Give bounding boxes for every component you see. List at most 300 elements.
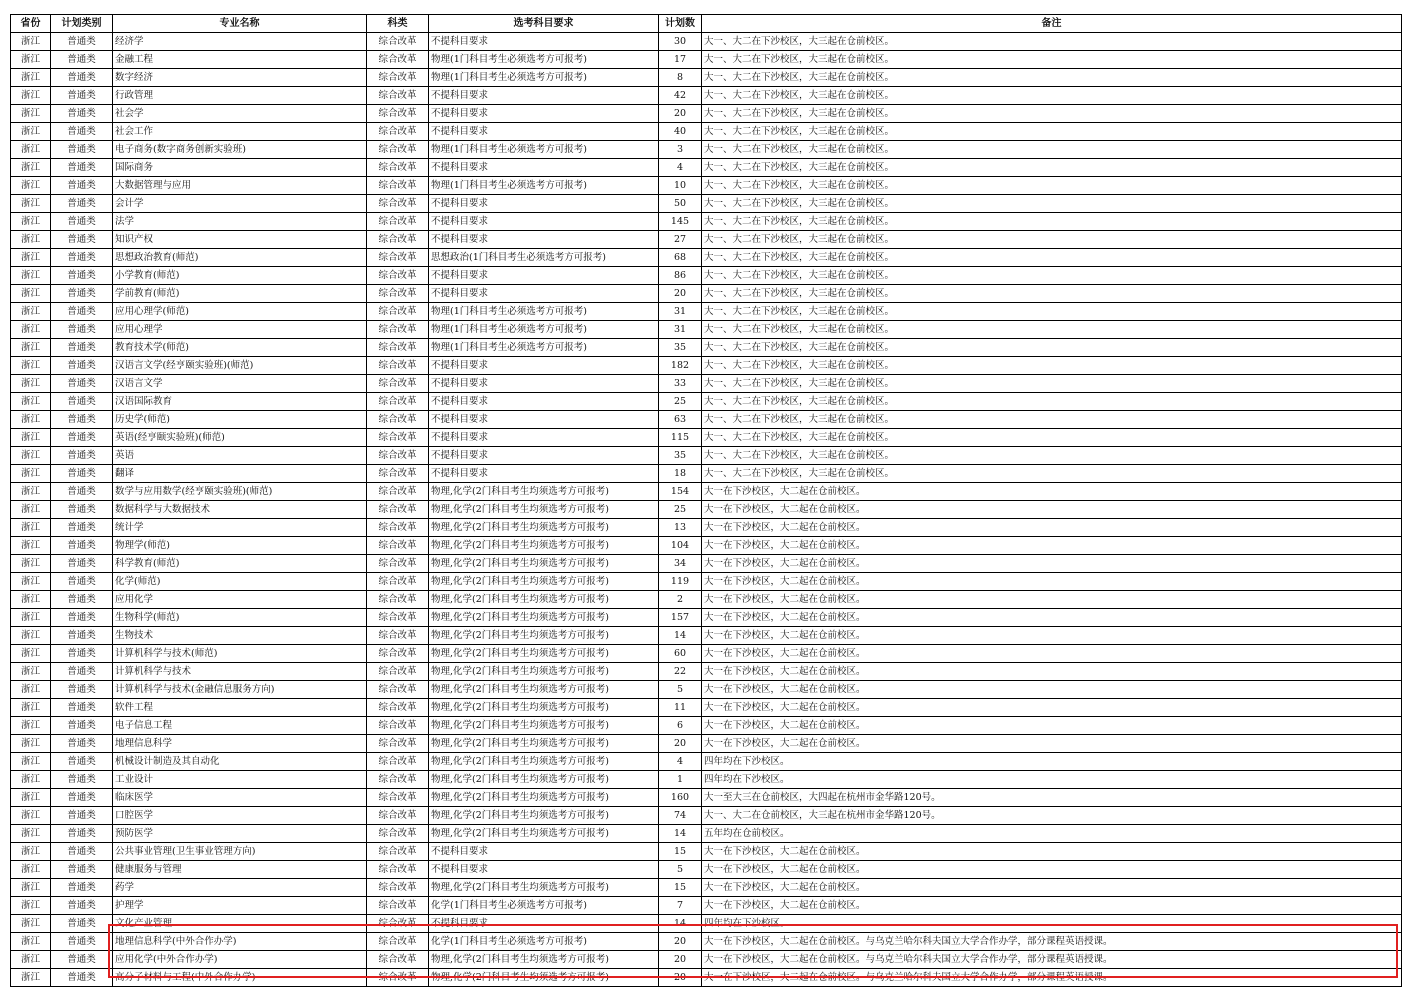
cell-subject-requirement: 物理,化学(2门科目考生均须选考方可报考) [429, 573, 659, 591]
cell-subject-requirement: 不提科目要求 [429, 375, 659, 393]
cell-subject-requirement: 不提科目要求 [429, 429, 659, 447]
cell-plan-category: 普通类 [51, 249, 113, 267]
cell-plan-count: 104 [659, 537, 702, 555]
table-row [11, 735, 1402, 753]
table-row [11, 159, 1402, 177]
cell-province: 浙江 [11, 33, 51, 51]
table-row [11, 771, 1402, 789]
cell-subject-type: 综合改革 [367, 393, 429, 411]
cell-subject-requirement: 物理,化学(2门科目考生均须选考方可报考) [429, 645, 659, 663]
cell-remarks: 大一、大二在下沙校区，大三起在仓前校区。 [702, 429, 1402, 447]
cell-plan-count: 4 [659, 159, 702, 177]
cell-province: 浙江 [11, 87, 51, 105]
cell-plan-count: 160 [659, 789, 702, 807]
cell-subject-type: 综合改革 [367, 789, 429, 807]
cell-plan-category: 普通类 [51, 69, 113, 87]
cell-subject-type: 综合改革 [367, 807, 429, 825]
cell-subject-type: 综合改革 [367, 771, 429, 789]
cell-major-name: 知识产权 [113, 231, 367, 249]
header-plan-count: 计划数 [659, 15, 702, 33]
cell-major-name: 应用心理学(师范) [113, 303, 367, 321]
cell-plan-count: 74 [659, 807, 702, 825]
cell-remarks: 大一在下沙校区，大二起在仓前校区。 [702, 663, 1402, 681]
cell-major-name: 学前教育(师范) [113, 285, 367, 303]
cell-subject-requirement: 物理,化学(2门科目考生均须选考方可报考) [429, 789, 659, 807]
cell-province: 浙江 [11, 501, 51, 519]
cell-major-name: 数据科学与大数据技术 [113, 501, 367, 519]
cell-subject-requirement: 物理,化学(2门科目考生均须选考方可报考) [429, 501, 659, 519]
cell-subject-requirement: 化学(1门科目考生必须选考方可报考) [429, 933, 659, 951]
cell-plan-count: 119 [659, 573, 702, 591]
cell-remarks: 大一、大二在下沙校区，大三起在仓前校区。 [702, 285, 1402, 303]
cell-remarks: 大一在下沙校区，大二起在仓前校区。 [702, 735, 1402, 753]
cell-major-name: 会计学 [113, 195, 367, 213]
cell-province: 浙江 [11, 195, 51, 213]
cell-remarks: 四年均在下沙校区。 [702, 771, 1402, 789]
header-remarks: 备注 [702, 15, 1402, 33]
cell-remarks: 大一在下沙校区，大二起在仓前校区。 [702, 681, 1402, 699]
cell-subject-requirement: 物理,化学(2门科目考生均须选考方可报考) [429, 879, 659, 897]
cell-subject-type: 综合改革 [367, 951, 429, 969]
cell-subject-type: 综合改革 [367, 357, 429, 375]
cell-subject-requirement: 不提科目要求 [429, 87, 659, 105]
cell-plan-category: 普通类 [51, 231, 113, 249]
cell-major-name: 汉语言文学(经亨颐实验班)(师范) [113, 357, 367, 375]
cell-plan-count: 20 [659, 969, 702, 987]
cell-remarks: 大一、大二在下沙校区，大三起在仓前校区。 [702, 375, 1402, 393]
cell-subject-type: 综合改革 [367, 933, 429, 951]
cell-subject-requirement: 物理,化学(2门科目考生均须选考方可报考) [429, 699, 659, 717]
cell-plan-category: 普通类 [51, 663, 113, 681]
cell-subject-requirement: 物理,化学(2门科目考生均须选考方可报考) [429, 609, 659, 627]
cell-province: 浙江 [11, 375, 51, 393]
cell-major-name: 高分子材料与工程(中外合作办学) [113, 969, 367, 987]
cell-plan-count: 157 [659, 609, 702, 627]
cell-subject-requirement: 物理,化学(2门科目考生均须选考方可报考) [429, 537, 659, 555]
table-row [11, 447, 1402, 465]
table-row [11, 357, 1402, 375]
cell-major-name: 社会学 [113, 105, 367, 123]
cell-plan-category: 普通类 [51, 879, 113, 897]
cell-plan-category: 普通类 [51, 933, 113, 951]
cell-plan-count: 50 [659, 195, 702, 213]
cell-remarks: 大一在下沙校区，大二起在仓前校区。 [702, 609, 1402, 627]
cell-plan-category: 普通类 [51, 411, 113, 429]
cell-subject-requirement: 不提科目要求 [429, 33, 659, 51]
table-row [11, 717, 1402, 735]
table-row [11, 843, 1402, 861]
cell-subject-type: 综合改革 [367, 591, 429, 609]
cell-subject-type: 综合改革 [367, 141, 429, 159]
header-major-name: 专业名称 [113, 15, 367, 33]
table-row [11, 249, 1402, 267]
cell-province: 浙江 [11, 843, 51, 861]
cell-subject-type: 综合改革 [367, 645, 429, 663]
cell-subject-requirement: 不提科目要求 [429, 285, 659, 303]
cell-plan-category: 普通类 [51, 357, 113, 375]
table-row [11, 213, 1402, 231]
cell-major-name: 英语(经亨颐实验班)(师范) [113, 429, 367, 447]
table-row [11, 879, 1402, 897]
cell-plan-category: 普通类 [51, 825, 113, 843]
cell-subject-type: 综合改革 [367, 663, 429, 681]
cell-major-name: 文化产业管理 [113, 915, 367, 933]
cell-province: 浙江 [11, 951, 51, 969]
cell-major-name: 机械设计制造及其自动化 [113, 753, 367, 771]
cell-major-name: 地理信息科学(中外合作办学) [113, 933, 367, 951]
cell-subject-type: 综合改革 [367, 609, 429, 627]
cell-subject-type: 综合改革 [367, 285, 429, 303]
cell-remarks: 大一、大二在下沙校区，大三起在仓前校区。 [702, 357, 1402, 375]
cell-major-name: 计算机科学与技术(师范) [113, 645, 367, 663]
table-row [11, 69, 1402, 87]
cell-subject-requirement: 物理(1门科目考生必须选考方可报考) [429, 177, 659, 195]
table-row [11, 51, 1402, 69]
cell-province: 浙江 [11, 969, 51, 987]
cell-plan-count: 20 [659, 951, 702, 969]
cell-remarks: 大一、大二在下沙校区，大三起在仓前校区。 [702, 87, 1402, 105]
cell-province: 浙江 [11, 699, 51, 717]
cell-subject-requirement: 物理(1门科目考生必须选考方可报考) [429, 321, 659, 339]
cell-plan-category: 普通类 [51, 717, 113, 735]
cell-subject-requirement: 物理,化学(2门科目考生均须选考方可报考) [429, 663, 659, 681]
cell-remarks: 大一在下沙校区，大二起在仓前校区。 [702, 645, 1402, 663]
cell-major-name: 物理学(师范) [113, 537, 367, 555]
cell-subject-type: 综合改革 [367, 375, 429, 393]
cell-plan-count: 27 [659, 231, 702, 249]
cell-plan-count: 25 [659, 501, 702, 519]
cell-subject-requirement: 物理,化学(2门科目考生均须选考方可报考) [429, 681, 659, 699]
table-row [11, 321, 1402, 339]
cell-subject-type: 综合改革 [367, 879, 429, 897]
cell-remarks: 大一在下沙校区，大二起在仓前校区。与乌克兰哈尔科夫国立大学合作办学，部分课程英语授课。 [702, 969, 1402, 987]
cell-province: 浙江 [11, 447, 51, 465]
table-row [11, 123, 1402, 141]
cell-subject-type: 综合改革 [367, 897, 429, 915]
cell-subject-requirement: 物理,化学(2门科目考生均须选考方可报考) [429, 519, 659, 537]
cell-plan-category: 普通类 [51, 213, 113, 231]
cell-province: 浙江 [11, 393, 51, 411]
table-row [11, 573, 1402, 591]
cell-plan-count: 17 [659, 51, 702, 69]
table-row [11, 87, 1402, 105]
cell-plan-count: 22 [659, 663, 702, 681]
cell-plan-count: 7 [659, 897, 702, 915]
table-row [11, 303, 1402, 321]
cell-subject-requirement: 不提科目要求 [429, 465, 659, 483]
cell-plan-category: 普通类 [51, 771, 113, 789]
cell-subject-type: 综合改革 [367, 969, 429, 987]
cell-remarks: 大一在下沙校区，大二起在仓前校区。 [702, 555, 1402, 573]
cell-subject-type: 综合改革 [367, 123, 429, 141]
cell-major-name: 思想政治教育(师范) [113, 249, 367, 267]
table-row [11, 807, 1402, 825]
cell-plan-count: 35 [659, 339, 702, 357]
cell-plan-count: 60 [659, 645, 702, 663]
cell-subject-requirement: 物理,化学(2门科目考生均须选考方可报考) [429, 969, 659, 987]
cell-subject-type: 综合改革 [367, 681, 429, 699]
cell-major-name: 应用化学 [113, 591, 367, 609]
cell-plan-count: 1 [659, 771, 702, 789]
cell-plan-category: 普通类 [51, 681, 113, 699]
cell-major-name: 历史学(师范) [113, 411, 367, 429]
cell-province: 浙江 [11, 123, 51, 141]
cell-subject-type: 综合改革 [367, 105, 429, 123]
cell-major-name: 统计学 [113, 519, 367, 537]
cell-subject-requirement: 不提科目要求 [429, 123, 659, 141]
table-row [11, 177, 1402, 195]
cell-subject-type: 综合改革 [367, 699, 429, 717]
cell-plan-count: 14 [659, 915, 702, 933]
cell-plan-category: 普通类 [51, 501, 113, 519]
cell-remarks: 大一、大二在下沙校区，大三起在仓前校区。 [702, 447, 1402, 465]
table-row [11, 465, 1402, 483]
cell-plan-count: 35 [659, 447, 702, 465]
cell-plan-category: 普通类 [51, 951, 113, 969]
cell-remarks: 大一在下沙校区，大二起在仓前校区。 [702, 717, 1402, 735]
cell-major-name: 社会工作 [113, 123, 367, 141]
table-row [11, 519, 1402, 537]
table-row [11, 627, 1402, 645]
cell-subject-requirement: 物理(1门科目考生必须选考方可报考) [429, 339, 659, 357]
cell-major-name: 应用心理学 [113, 321, 367, 339]
cell-remarks: 大一在下沙校区，大二起在仓前校区。 [702, 861, 1402, 879]
cell-plan-count: 13 [659, 519, 702, 537]
cell-subject-type: 综合改革 [367, 159, 429, 177]
cell-plan-category: 普通类 [51, 429, 113, 447]
cell-province: 浙江 [11, 591, 51, 609]
cell-province: 浙江 [11, 933, 51, 951]
cell-province: 浙江 [11, 627, 51, 645]
cell-province: 浙江 [11, 609, 51, 627]
cell-plan-count: 3 [659, 141, 702, 159]
cell-plan-category: 普通类 [51, 789, 113, 807]
cell-remarks: 大一在下沙校区，大二起在仓前校区。 [702, 483, 1402, 501]
table-row [11, 555, 1402, 573]
cell-subject-type: 综合改革 [367, 861, 429, 879]
cell-plan-category: 普通类 [51, 51, 113, 69]
cell-plan-count: 145 [659, 213, 702, 231]
cell-subject-requirement: 物理,化学(2门科目考生均须选考方可报考) [429, 483, 659, 501]
cell-plan-count: 8 [659, 69, 702, 87]
cell-major-name: 工业设计 [113, 771, 367, 789]
cell-subject-type: 综合改革 [367, 213, 429, 231]
cell-major-name: 科学教育(师范) [113, 555, 367, 573]
cell-major-name: 国际商务 [113, 159, 367, 177]
table-row [11, 753, 1402, 771]
table-row [11, 33, 1402, 51]
table-row [11, 609, 1402, 627]
table-row [11, 699, 1402, 717]
cell-subject-type: 综合改革 [367, 51, 429, 69]
cell-subject-requirement: 不提科目要求 [429, 267, 659, 285]
cell-province: 浙江 [11, 213, 51, 231]
cell-subject-type: 综合改革 [367, 447, 429, 465]
cell-plan-category: 普通类 [51, 465, 113, 483]
table-row [11, 105, 1402, 123]
cell-major-name: 经济学 [113, 33, 367, 51]
cell-province: 浙江 [11, 267, 51, 285]
cell-plan-category: 普通类 [51, 753, 113, 771]
cell-plan-category: 普通类 [51, 339, 113, 357]
cell-subject-type: 综合改革 [367, 627, 429, 645]
cell-plan-count: 182 [659, 357, 702, 375]
cell-subject-requirement: 不提科目要求 [429, 393, 659, 411]
cell-major-name: 数学与应用数学(经亨颐实验班)(师范) [113, 483, 367, 501]
cell-province: 浙江 [11, 339, 51, 357]
cell-plan-count: 31 [659, 303, 702, 321]
cell-province: 浙江 [11, 483, 51, 501]
cell-plan-count: 5 [659, 861, 702, 879]
cell-major-name: 金融工程 [113, 51, 367, 69]
cell-plan-count: 115 [659, 429, 702, 447]
cell-remarks: 大一在下沙校区，大二起在仓前校区。与乌克兰哈尔科夫国立大学合作办学，部分课程英语授课。 [702, 951, 1402, 969]
cell-province: 浙江 [11, 771, 51, 789]
cell-subject-type: 综合改革 [367, 429, 429, 447]
cell-subject-type: 综合改革 [367, 33, 429, 51]
cell-remarks: 大一在下沙校区，大二起在仓前校区。 [702, 699, 1402, 717]
cell-major-name: 生物科学(师范) [113, 609, 367, 627]
table-row [11, 897, 1402, 915]
cell-remarks: 大一在下沙校区，大二起在仓前校区。 [702, 897, 1402, 915]
cell-plan-category: 普通类 [51, 195, 113, 213]
cell-province: 浙江 [11, 555, 51, 573]
cell-subject-type: 综合改革 [367, 321, 429, 339]
cell-plan-count: 10 [659, 177, 702, 195]
cell-major-name: 数字经济 [113, 69, 367, 87]
cell-plan-category: 普通类 [51, 573, 113, 591]
cell-subject-requirement: 物理,化学(2门科目考生均须选考方可报考) [429, 717, 659, 735]
table-row [11, 339, 1402, 357]
cell-subject-requirement: 不提科目要求 [429, 105, 659, 123]
cell-major-name: 护理学 [113, 897, 367, 915]
table-row [11, 285, 1402, 303]
cell-plan-category: 普通类 [51, 969, 113, 987]
cell-plan-category: 普通类 [51, 627, 113, 645]
cell-plan-category: 普通类 [51, 447, 113, 465]
cell-province: 浙江 [11, 429, 51, 447]
table-row [11, 645, 1402, 663]
cell-province: 浙江 [11, 789, 51, 807]
cell-remarks: 大一、大二在下沙校区，大三起在仓前校区。 [702, 177, 1402, 195]
cell-subject-requirement: 物理(1门科目考生必须选考方可报考) [429, 51, 659, 69]
cell-major-name: 翻译 [113, 465, 367, 483]
cell-province: 浙江 [11, 159, 51, 177]
cell-remarks: 大一在下沙校区，大二起在仓前校区。 [702, 501, 1402, 519]
cell-remarks: 大一、大二在下沙校区，大三起在仓前校区。 [702, 411, 1402, 429]
cell-plan-category: 普通类 [51, 159, 113, 177]
cell-remarks: 大一、大二在下沙校区，大三起在仓前校区。 [702, 69, 1402, 87]
cell-plan-category: 普通类 [51, 915, 113, 933]
cell-remarks: 大一在下沙校区，大二起在仓前校区。 [702, 573, 1402, 591]
cell-subject-requirement: 物理,化学(2门科目考生均须选考方可报考) [429, 735, 659, 753]
cell-plan-category: 普通类 [51, 141, 113, 159]
cell-major-name: 教育技术学(师范) [113, 339, 367, 357]
header-plan-category: 计划类别 [51, 15, 113, 33]
cell-plan-count: 40 [659, 123, 702, 141]
header-province: 省份 [11, 15, 51, 33]
cell-province: 浙江 [11, 663, 51, 681]
table-row [11, 501, 1402, 519]
cell-major-name: 化学(师范) [113, 573, 367, 591]
cell-remarks: 大一、大二在下沙校区，大三起在仓前校区。 [702, 249, 1402, 267]
table-row [11, 933, 1402, 951]
cell-remarks: 大一在下沙校区，大二起在仓前校区。 [702, 591, 1402, 609]
cell-remarks: 大一、大二在下沙校区，大三起在仓前校区。 [702, 51, 1402, 69]
cell-province: 浙江 [11, 879, 51, 897]
cell-subject-requirement: 物理,化学(2门科目考生均须选考方可报考) [429, 807, 659, 825]
table-row [11, 969, 1402, 987]
cell-subject-type: 综合改革 [367, 717, 429, 735]
cell-remarks: 大一、大二在下沙校区，大三起在仓前校区。 [702, 33, 1402, 51]
cell-remarks: 大一、大二在下沙校区，大三起在仓前校区。 [702, 267, 1402, 285]
cell-plan-category: 普通类 [51, 321, 113, 339]
cell-remarks: 大一在下沙校区，大二起在仓前校区。 [702, 537, 1402, 555]
cell-remarks: 大一在下沙校区，大二起在仓前校区。 [702, 519, 1402, 537]
table-row [11, 663, 1402, 681]
cell-remarks: 大一、大二在下沙校区，大三起在仓前校区。 [702, 303, 1402, 321]
cell-major-name: 公共事业管理(卫生事业管理方向) [113, 843, 367, 861]
table-row [11, 681, 1402, 699]
cell-subject-type: 综合改革 [367, 537, 429, 555]
cell-remarks: 大一、大二在下沙校区，大三起在仓前校区。 [702, 195, 1402, 213]
cell-province: 浙江 [11, 231, 51, 249]
cell-plan-category: 普通类 [51, 555, 113, 573]
cell-remarks: 大一在下沙校区，大二起在仓前校区。 [702, 627, 1402, 645]
cell-major-name: 口腔医学 [113, 807, 367, 825]
cell-plan-category: 普通类 [51, 375, 113, 393]
cell-province: 浙江 [11, 105, 51, 123]
table-row [11, 393, 1402, 411]
cell-plan-count: 20 [659, 285, 702, 303]
table-row [11, 591, 1402, 609]
cell-plan-count: 6 [659, 717, 702, 735]
cell-major-name: 计算机科学与技术 [113, 663, 367, 681]
cell-subject-requirement: 化学(1门科目考生必须选考方可报考) [429, 897, 659, 915]
cell-subject-requirement: 物理(1门科目考生必须选考方可报考) [429, 303, 659, 321]
cell-province: 浙江 [11, 303, 51, 321]
cell-subject-requirement: 物理,化学(2门科目考生均须选考方可报考) [429, 627, 659, 645]
table-row [11, 951, 1402, 969]
cell-subject-requirement: 不提科目要求 [429, 915, 659, 933]
table-row [11, 789, 1402, 807]
cell-province: 浙江 [11, 861, 51, 879]
cell-subject-requirement: 不提科目要求 [429, 861, 659, 879]
cell-remarks: 大一、大二在仓前校区，大三起在杭州市金华路120号。 [702, 807, 1402, 825]
cell-major-name: 法学 [113, 213, 367, 231]
cell-plan-category: 普通类 [51, 591, 113, 609]
cell-subject-type: 综合改革 [367, 465, 429, 483]
table-row [11, 231, 1402, 249]
cell-plan-category: 普通类 [51, 285, 113, 303]
cell-remarks: 四年均在下沙校区。 [702, 753, 1402, 771]
cell-plan-category: 普通类 [51, 735, 113, 753]
cell-province: 浙江 [11, 537, 51, 555]
cell-province: 浙江 [11, 915, 51, 933]
table-row [11, 141, 1402, 159]
cell-subject-requirement: 不提科目要求 [429, 195, 659, 213]
cell-major-name: 英语 [113, 447, 367, 465]
cell-province: 浙江 [11, 573, 51, 591]
cell-province: 浙江 [11, 51, 51, 69]
cell-plan-count: 14 [659, 627, 702, 645]
cell-remarks: 大一、大二在下沙校区，大三起在仓前校区。 [702, 105, 1402, 123]
cell-subject-requirement: 物理,化学(2门科目考生均须选考方可报考) [429, 753, 659, 771]
cell-subject-requirement: 不提科目要求 [429, 159, 659, 177]
cell-subject-requirement: 不提科目要求 [429, 231, 659, 249]
admission-plan-table [10, 14, 1402, 987]
cell-plan-count: 18 [659, 465, 702, 483]
